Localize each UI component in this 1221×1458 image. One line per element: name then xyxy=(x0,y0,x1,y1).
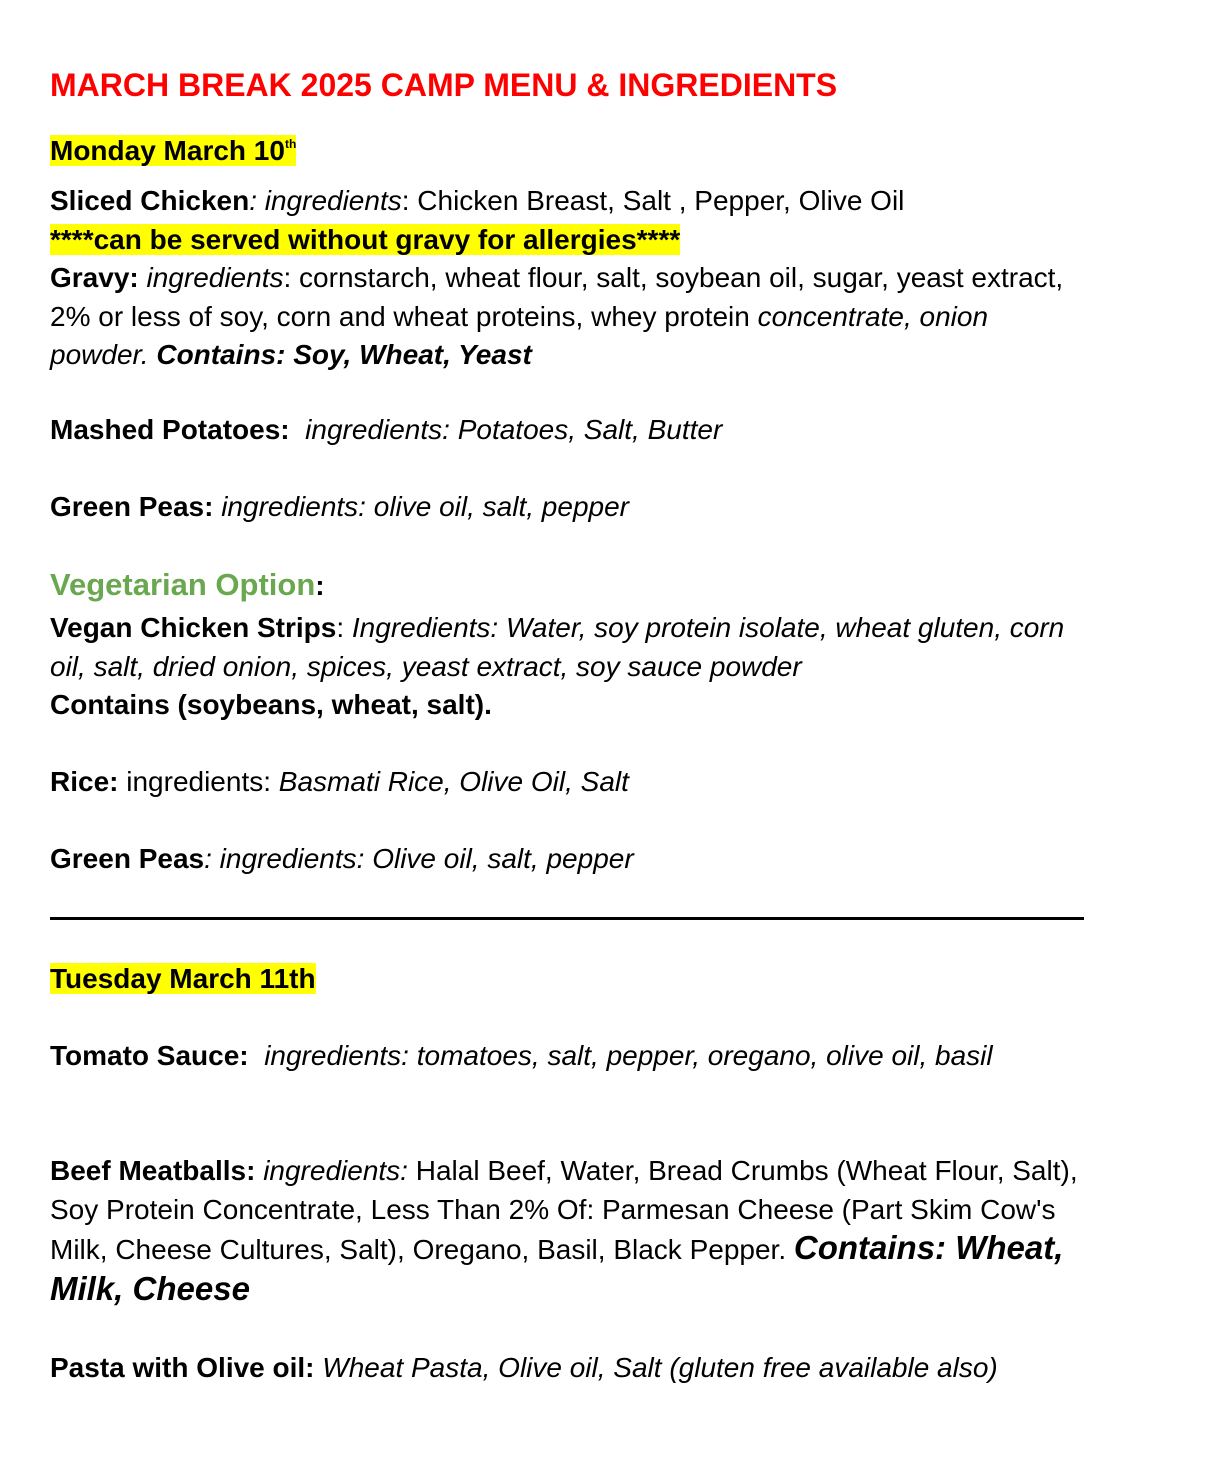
beef-meatballs-item xyxy=(50,1152,1090,1310)
rice-label: ingredients: xyxy=(118,766,279,797)
sliced-chicken-item xyxy=(50,182,1090,375)
rice-name: Rice: xyxy=(50,766,119,797)
vegan-chicken-sep: : xyxy=(336,612,352,643)
beef-meatballs-name: Beef Meatballs: xyxy=(50,1155,256,1186)
gravy-ingredients: : cornstarch, wheat flour, salt, soybean oil, sugar, yeast extract, 2% or less of soy, corn and wheat proteins, whey protein xyxy=(50,262,1064,332)
tuesday-day-label: Tuesday March 11th xyxy=(50,963,316,994)
monday-heading xyxy=(50,126,296,169)
sliced-chicken-colon: : xyxy=(401,185,418,216)
allergy-note: ****can be served without gravy for allergies**** xyxy=(50,223,681,255)
vegan-chicken-item xyxy=(50,609,1090,725)
pasta-ingredients: Wheat Pasta, Olive oil, Salt (gluten free available also) xyxy=(322,1352,998,1383)
monday-day-label: Monday March 10 xyxy=(50,135,285,166)
monday-day-suffix: th xyxy=(284,137,297,151)
green-peas-veg-ingredients: : ingredients: Olive oil, salt, pepper xyxy=(204,843,634,874)
beef-meatballs-contains: Contains: Wheat, Milk, Cheese xyxy=(50,1229,1064,1307)
sliced-chicken-ingredients: Chicken Breast, Salt , Pepper, Olive Oil xyxy=(417,185,905,216)
sliced-chicken-ingredients-label: ingredients xyxy=(264,185,402,216)
vegan-chicken-contains: Contains (soybeans, wheat, salt). xyxy=(50,689,492,720)
tuesday-heading xyxy=(50,961,316,997)
pasta-item xyxy=(50,1349,1090,1388)
beef-meatballs-ingredients: Halal Beef, Water, Bread Crumbs (Wheat Flour, Salt), Soy Protein Concentrate, Less Than 2% Of: Parmesan Cheese (Part Skim Cow's Milk, Cheese Cultures, Salt), Oregano, Basil, Black Pepper. xyxy=(50,1155,1078,1265)
sliced-chicken-sep: : xyxy=(249,185,265,216)
gravy-contains: Contains: Soy, Wheat, Yeast xyxy=(156,339,532,370)
tomato-sauce-name: Tomato Sauce: xyxy=(50,1040,249,1071)
mashed-potatoes-ingredients: ingredients: Potatoes, Salt, Butter xyxy=(305,414,723,445)
green-peas-veg-name: Green Peas xyxy=(50,843,205,874)
tomato-sauce-ingredients: ingredients: tomatoes, salt, pepper, oregano, olive oil, basil xyxy=(264,1040,993,1071)
vegetarian-heading xyxy=(50,566,1090,606)
sliced-chicken-name: Sliced Chicken xyxy=(50,185,250,216)
green-peas-item xyxy=(50,488,1090,527)
section-divider xyxy=(50,917,1084,920)
green-peas-ingredients: ingredients: olive oil, salt, pepper xyxy=(221,491,629,522)
rice-ingredients: Basmati Rice, Olive Oil, Salt xyxy=(278,766,629,797)
gravy-name: Gravy: xyxy=(50,262,139,293)
green-peas-veg-item xyxy=(50,840,1090,879)
beef-meatballs-ingredients-label: ingredients: xyxy=(263,1155,408,1186)
mashed-potatoes-name: Mashed Potatoes: xyxy=(50,414,290,445)
vegetarian-label: Vegetarian Option xyxy=(50,567,316,602)
rice-item xyxy=(50,763,1090,802)
vegetarian-colon: : xyxy=(315,570,325,601)
mashed-potatoes-item xyxy=(50,411,1090,450)
vegan-chicken-ingredients: Ingredients: Water, soy protein isolate, wheat gluten, corn oil, salt, dried onion, spices, yeast extract, soy sauce powder xyxy=(50,612,1065,682)
page-title: MARCH BREAK 2025 CAMP MENU & INGREDIENTS xyxy=(50,67,838,103)
gravy-ingredients-tail: concentrate, onion powder. xyxy=(50,300,989,370)
monday-heading-highlight xyxy=(50,135,296,166)
green-peas-name: Green Peas: xyxy=(50,491,214,522)
vegan-chicken-name: Vegan Chicken Strips xyxy=(50,612,337,643)
pasta-name: Pasta with Olive oil: xyxy=(50,1352,315,1383)
tomato-sauce-item xyxy=(50,1037,1090,1076)
gravy-ingredients-label: ingredients xyxy=(146,262,284,293)
